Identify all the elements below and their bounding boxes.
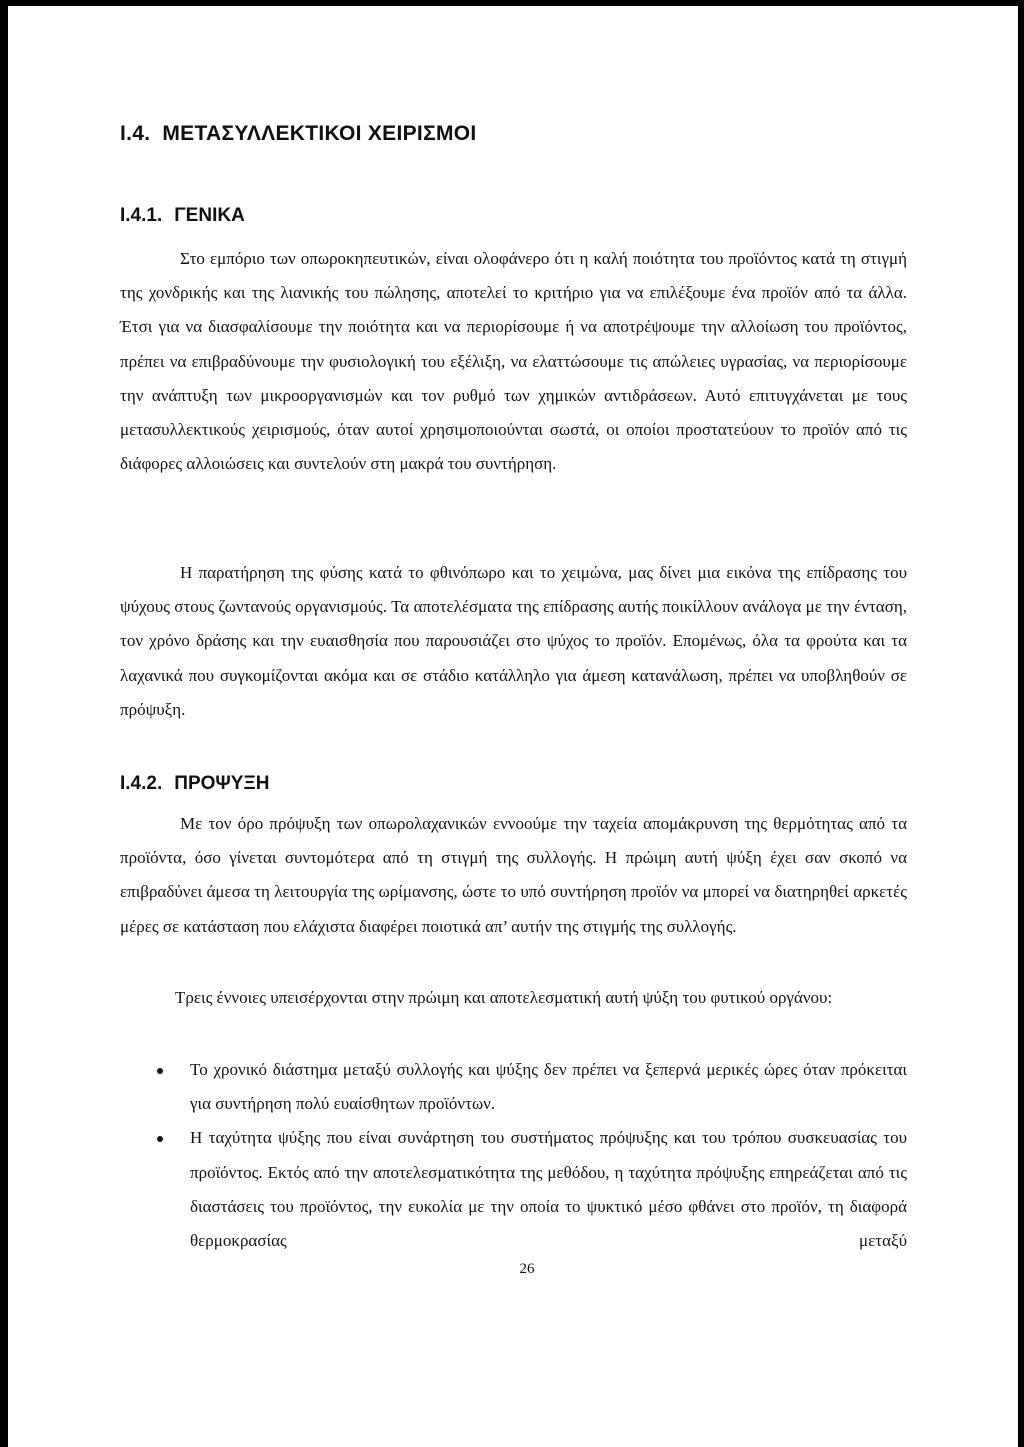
page-number: 26 <box>519 1261 535 1277</box>
scan-edge-left <box>0 0 8 1447</box>
precooling-paragraph-2-block <box>120 981 907 1015</box>
bullet-icon <box>157 1136 163 1142</box>
list-item-text: Η ταχύτητα ψύξης που είναι συνάρτηση του συστήματος πρόψυξης και του τρόπου συσκευασίας του προϊόντος. Εκτός από την αποτελεσματικότητα της μεθόδου, η ταχύτητα πρόψυξης επηρεάζεται από τις διαστάσεις του προϊόντος, την ευκολία με την οποία το ψυκτικό μέσο φθάνει στο προϊόν, τη διαφορά θερμοκρασίας μεταξύ <box>190 1128 907 1251</box>
list-item <box>120 1121 907 1258</box>
subsection-number: I.4.2. <box>120 773 163 794</box>
list-item <box>120 1053 907 1121</box>
subsection-number: I.4.1. <box>120 205 163 226</box>
precooling-paragraph-1: Με τον όρο πρόψυξη των οπωρολαχανικών εννοούμε την ταχεία απομάκρυνση της θερμότητας από τα προϊόντα, όσο γίνεται συντομότερα από τη στιγμή της συλλογής. Η πρώιμη αυτή ψύξη έχει σαν σκοπό να επιβραδύνει άμεσα τη λειτουργία της ωρίμανσης, ώστε το υπό συντήρηση προϊόν να μπορεί να διατηρηθεί αρκετές μέρες σε κατάσταση που ελάχιστα διαφέρει ποιοτικά απ’ αυτήν της στιγμής της συλλογής. <box>120 814 907 936</box>
section-number: I.4. <box>120 122 151 145</box>
general-paragraph-2: Η παρατήρηση της φύσης κατά το φθινόπωρο και το χειμώνα, μας δίνει μια εικόνα της επίδρασης του ψύχους στους ζωντανούς οργανισμούς. Τα αποτελέσματα της επίδρασης αυτής ποικίλλουν ανάλογα με την ένταση, τον χρόνο δράσης και την ευαισθησία που παρουσιάζει στο ψύχος το προϊόν. Επομένως, όλα τα φρούτα και τα λαχανικά που συγκομίζονται ακόμα και σε στάδιο κατάλληλο για άμεση κατανάλωση, πρέπει να υποβληθούν σε πρόψυξη. <box>120 563 907 719</box>
subsection-title: ΠΡΟΨΥΞΗ <box>174 773 270 794</box>
general-paragraph-1: Στο εμπόριο των οπωροκηπευτικών, είναι ολοφάνερο ότι η καλή ποιότητα του προϊόντος κατά τη στιγμή της χονδρικής και της λιανικής του πώλησης, αποτελεί το κριτήριο για να επιλέξουμε ένα προϊόν από τα άλλα. Έτσι για να διασφαλίσουμε την ποιότητα και να περιορίσουμε ή να αποτρέψουμε την αλλοίωση του προϊόντος, πρέπει να επιβραδύνουμε την φυσιολογική του εξέλιξη, να ελαττώσουμε τις απώλειες υγρασίας, να περιορίσουμε την ανάπτυξη των μικροοργανισμών και τον ρυθμό των χημικών αντιδράσεων. Αυτό επιτυγχάνεται με τους μετασυλλεκτικούς χειρισμούς, όταν αυτοί χρησιμοποιούνται σωστά, οι οποίοι προστατεύουν το προϊόν από τις διάφορες αλλοιώσεις και συντελούν στη μακρά του συντήρηση. <box>120 249 907 474</box>
scan-edge-top <box>0 0 1024 6</box>
list-item-text: Το χρονικό διάστημα μεταξύ συλλογής και ψύξης δεν πρέπει να ξεπερνά μερικές ώρες όταν πρόκειται για συντήρηση πολύ ευαίσθητων προϊόντων. <box>190 1060 907 1114</box>
section-heading <box>120 122 477 146</box>
precooling-bullet-list <box>120 1053 907 1258</box>
section-title: ΜΕΤΑΣΥΛΛΕΚΤΙΚΟΙ ΧΕΙΡΙΣΜΟΙ <box>162 122 477 145</box>
subsection-title: ΓΕΝΙΚΑ <box>174 205 245 226</box>
general-paragraph-1-block <box>120 242 907 481</box>
scan-edge-right <box>1018 0 1024 1447</box>
bullet-icon <box>157 1068 163 1074</box>
general-paragraph-2-block <box>120 556 907 727</box>
precooling-paragraph-1-block <box>120 807 907 944</box>
subsection-heading-precooling <box>120 773 269 795</box>
subsection-heading-general <box>120 205 245 227</box>
precooling-paragraph-2: Τρεις έννοιες υπεισέρχονται στην πρώιμη και αποτελεσματική αυτή ψύξη του φυτικού οργάνου: <box>175 988 833 1007</box>
